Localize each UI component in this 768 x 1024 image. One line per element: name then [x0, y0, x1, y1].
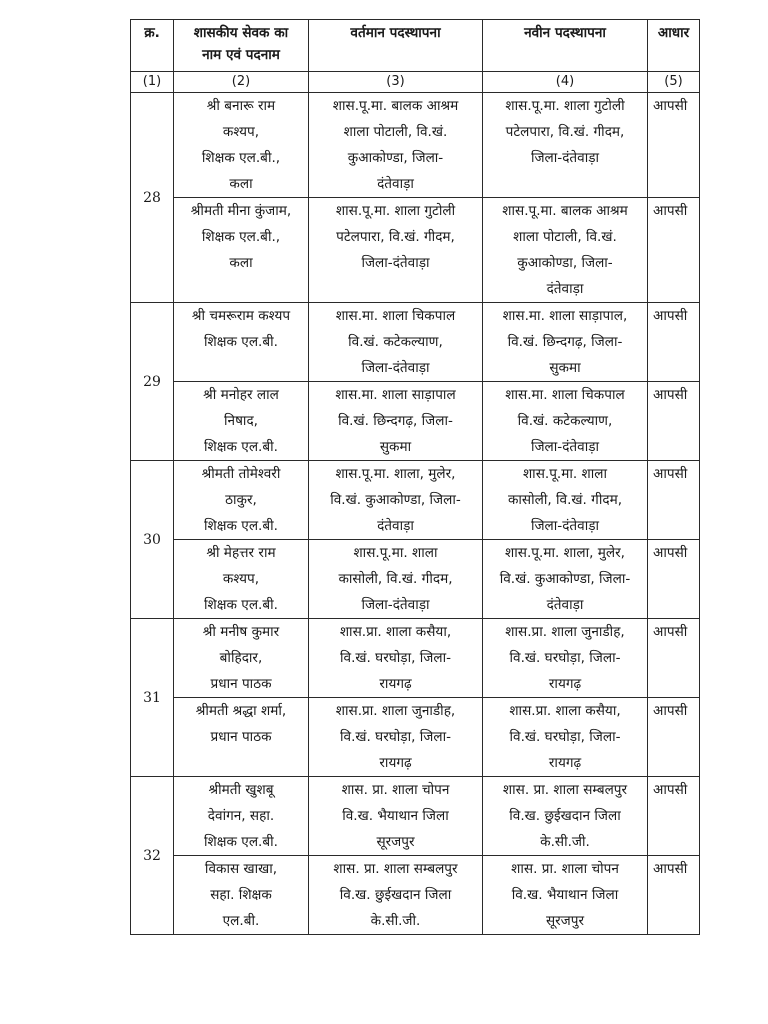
column-number: (2): [174, 72, 309, 93]
current-posting-cell: शास.प्रा. शाला कसैया, वि.खं. घरघोड़ा, जिला- रायगढ़: [309, 619, 483, 698]
current-posting-cell: शास.पू.मा. शाला कासोली, वि.खं. गीदम, जिला-दंतेवाड़ा: [309, 540, 483, 619]
serial-number: 30: [131, 461, 174, 619]
basis-cell: आपसी: [648, 461, 700, 540]
new-posting-cell: शास.मा. शाला चिकपाल वि.खं. कटेकल्याण, जिला-दंतेवाड़ा: [483, 382, 648, 461]
header-employee-name: शासकीय सेवक का नाम एवं पदनाम: [174, 20, 309, 72]
basis-cell: आपसी: [648, 856, 700, 935]
basis-cell: आपसी: [648, 93, 700, 198]
header-serial-no: क्र.: [131, 20, 174, 72]
current-posting-cell: शास. प्रा. शाला सम्बलपुर वि.ख. छुईखदान जिला के.सी.जी.: [309, 856, 483, 935]
column-number: (1): [131, 72, 174, 93]
employee-name-cell: श्री मनोहर लाल निषाद, शिक्षक एल.बी.: [174, 382, 309, 461]
employee-name-cell: श्री बनारू राम कश्यप, शिक्षक एल.बी., कला: [174, 93, 309, 198]
current-posting-cell: शास.पू.मा. शाला गुटोली पटेलपारा, वि.खं. गीदम, जिला-दंतेवाड़ा: [309, 198, 483, 303]
transfer-table: [130, 19, 700, 935]
employee-name-cell: श्रीमती मीना कुंजाम, शिक्षक एल.बी., कला: [174, 198, 309, 303]
basis-cell: आपसी: [648, 777, 700, 856]
basis-cell: आपसी: [648, 382, 700, 461]
serial-number: 31: [131, 619, 174, 777]
current-posting-cell: शास.मा. शाला चिकपाल वि.खं. कटेकल्याण, जिला-दंतेवाड़ा: [309, 303, 483, 382]
new-posting-cell: शास.पू.मा. शाला गुटोली पटेलपारा, वि.खं. गीदम, जिला-दंतेवाड़ा: [483, 93, 648, 198]
table-row: [131, 698, 700, 777]
column-number: (5): [648, 72, 700, 93]
basis-cell: आपसी: [648, 198, 700, 303]
current-posting-cell: शास.प्रा. शाला जुनाडीह, वि.खं. घरघोड़ा, जिला- रायगढ़: [309, 698, 483, 777]
new-posting-cell: शास.पू.मा. बालक आश्रम शाला पोटाली, वि.खं. कुआकोण्डा, जिला- दंतेवाड़ा: [483, 198, 648, 303]
table-row: [131, 619, 700, 698]
new-posting-cell: शास.पू.मा. शाला, मुलेर, वि.खं. कुआकोण्डा, जिला- दंतेवाड़ा: [483, 540, 648, 619]
table-row: [131, 461, 700, 540]
column-number: (3): [309, 72, 483, 93]
column-number-row: [131, 72, 700, 93]
table-row: [131, 777, 700, 856]
table-row: [131, 303, 700, 382]
current-posting-cell: शास.पू.मा. बालक आश्रम शाला पोटाली, वि.खं. कुआकोण्डा, जिला- दंतेवाड़ा: [309, 93, 483, 198]
new-posting-cell: शास.मा. शाला साड़ापाल, वि.खं. छिन्दगढ़, जिला- सुकमा: [483, 303, 648, 382]
table-row: [131, 93, 700, 198]
table-row: [131, 198, 700, 303]
basis-cell: आपसी: [648, 303, 700, 382]
employee-name-cell: श्रीमती श्रद्धा शर्मा, प्रधान पाठक: [174, 698, 309, 777]
employee-name-cell: विकास खाखा, सहा. शिक्षक एल.बी.: [174, 856, 309, 935]
column-number: (4): [483, 72, 648, 93]
new-posting-cell: शास. प्रा. शाला चोपन वि.ख. भैयाथान जिला सूरजपुर: [483, 856, 648, 935]
serial-number: 29: [131, 303, 174, 461]
table-row: [131, 540, 700, 619]
table-row: [131, 856, 700, 935]
employee-name-cell: श्री मनीष कुमार बोहिदार, प्रधान पाठक: [174, 619, 309, 698]
new-posting-cell: शास.प्रा. शाला जुनाडीह, वि.खं. घरघोड़ा, जिला- रायगढ़: [483, 619, 648, 698]
serial-number: 32: [131, 777, 174, 935]
serial-number: 28: [131, 93, 174, 303]
new-posting-cell: शास.प्रा. शाला कसैया, वि.खं. घरघोड़ा, जिला- रायगढ़: [483, 698, 648, 777]
current-posting-cell: शास.पू.मा. शाला, मुलेर, वि.खं. कुआकोण्डा, जिला- दंतेवाड़ा: [309, 461, 483, 540]
header-basis: आधार: [648, 20, 700, 72]
table-header-row: [131, 20, 700, 72]
basis-cell: आपसी: [648, 619, 700, 698]
new-posting-cell: शास.पू.मा. शाला कासोली, वि.खं. गीदम, जिला-दंतेवाड़ा: [483, 461, 648, 540]
current-posting-cell: शास.मा. शाला साड़ापाल वि.खं. छिन्दगढ़, जिला- सुकमा: [309, 382, 483, 461]
employee-name-cell: श्रीमती तोमेश्वरी ठाकुर, शिक्षक एल.बी.: [174, 461, 309, 540]
current-posting-cell: शास. प्रा. शाला चोपन वि.ख. भैयाथान जिला सूरजपुर: [309, 777, 483, 856]
basis-cell: आपसी: [648, 698, 700, 777]
employee-name-cell: श्री चमरूराम कश्यप शिक्षक एल.बी.: [174, 303, 309, 382]
employee-name-cell: श्री मेहत्तर राम कश्यप, शिक्षक एल.बी.: [174, 540, 309, 619]
table-row: [131, 382, 700, 461]
header-new-posting: नवीन पदस्थापना: [483, 20, 648, 72]
new-posting-cell: शास. प्रा. शाला सम्बलपुर वि.ख. छुईखदान जिला के.सी.जी.: [483, 777, 648, 856]
basis-cell: आपसी: [648, 540, 700, 619]
employee-name-cell: श्रीमती खुशबू देवांगन, सहा. शिक्षक एल.बी.: [174, 777, 309, 856]
header-current-posting: वर्तमान पदस्थापना: [309, 20, 483, 72]
